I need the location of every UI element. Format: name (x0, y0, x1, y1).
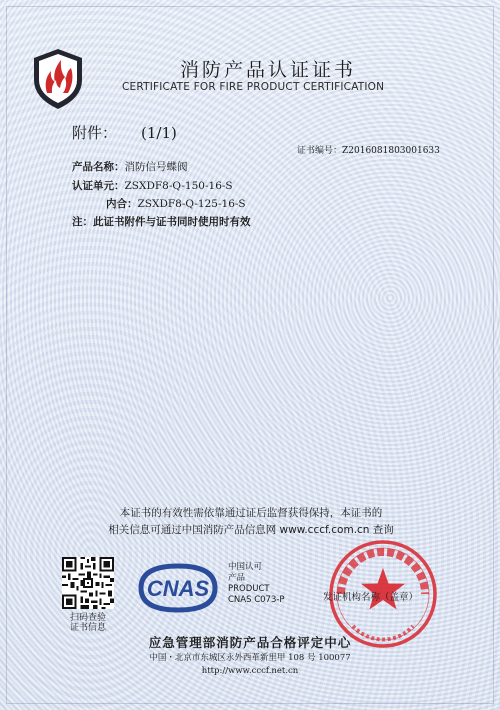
product-name-label: 产品名称： (72, 161, 125, 173)
validity-statement (96, 505, 406, 539)
certificate-title-english: CERTIFICATE FOR FIRE PRODUCT CERTIFICATION (122, 81, 385, 93)
flame-shield-icon (30, 46, 86, 112)
issuing-organization: 应急管理部消防产品合格评定中心 (148, 635, 352, 650)
organization-address: 中国・北京市东城区永外西革新里甲 108 号 100077 (149, 653, 351, 663)
qr-caption-line-2: 证书信息 (69, 623, 106, 633)
cert-unit-label: 认证单元： (72, 180, 125, 192)
contains-label: 内合： (106, 198, 138, 210)
contains-field (106, 196, 246, 211)
appendix-line (72, 122, 177, 143)
validity-line-2: 相关信息可通过中国消防产品信息网 www.cccf.com.cn 查询 (108, 524, 394, 536)
certificate-number-value: Z2016081803001633 (342, 146, 440, 156)
certificate-number-label: 证书编号： (297, 146, 343, 156)
cert-unit-field (72, 178, 233, 193)
cnas-logo-text: CNAS (146, 576, 210, 601)
qr-caption (68, 613, 108, 633)
certificate-title: 消防产品认证证书 (180, 59, 357, 81)
organization-website: http://www.cccf.net.cn (201, 666, 299, 676)
cnas-line-3: PRODUCT (228, 584, 270, 594)
contains-value: ZSXDF8-Q-125-16-S (137, 198, 246, 210)
cnas-accreditation-text (228, 562, 285, 606)
qr-caption-line-1: 扫码查验 (69, 613, 106, 623)
cnas-line-4: CNAS C073-P (228, 595, 285, 605)
cnas-logo-icon (133, 561, 223, 615)
product-name-field (72, 159, 188, 174)
product-name-value: 消防信号蝶阀 (124, 161, 188, 173)
qr-code-icon (62, 557, 114, 609)
certificate-number (297, 143, 440, 156)
cnas-line-2: 产品 (228, 573, 246, 583)
validity-line-1: 本证书的有效性需依靠通过证后监督获得保持，本证书的 (119, 507, 383, 519)
issuer-seal-label: 发证机构名称（盖章） (323, 592, 419, 603)
appendix-value: (1/1) (141, 124, 177, 142)
cnas-line-1: 中国认可 (228, 562, 263, 572)
usage-note: 注：此证书附件与证书同时使用时有效 (72, 216, 251, 228)
appendix-label: 附件： (72, 124, 118, 142)
cert-unit-value: ZSXDF8-Q-150-16-S (124, 180, 233, 192)
